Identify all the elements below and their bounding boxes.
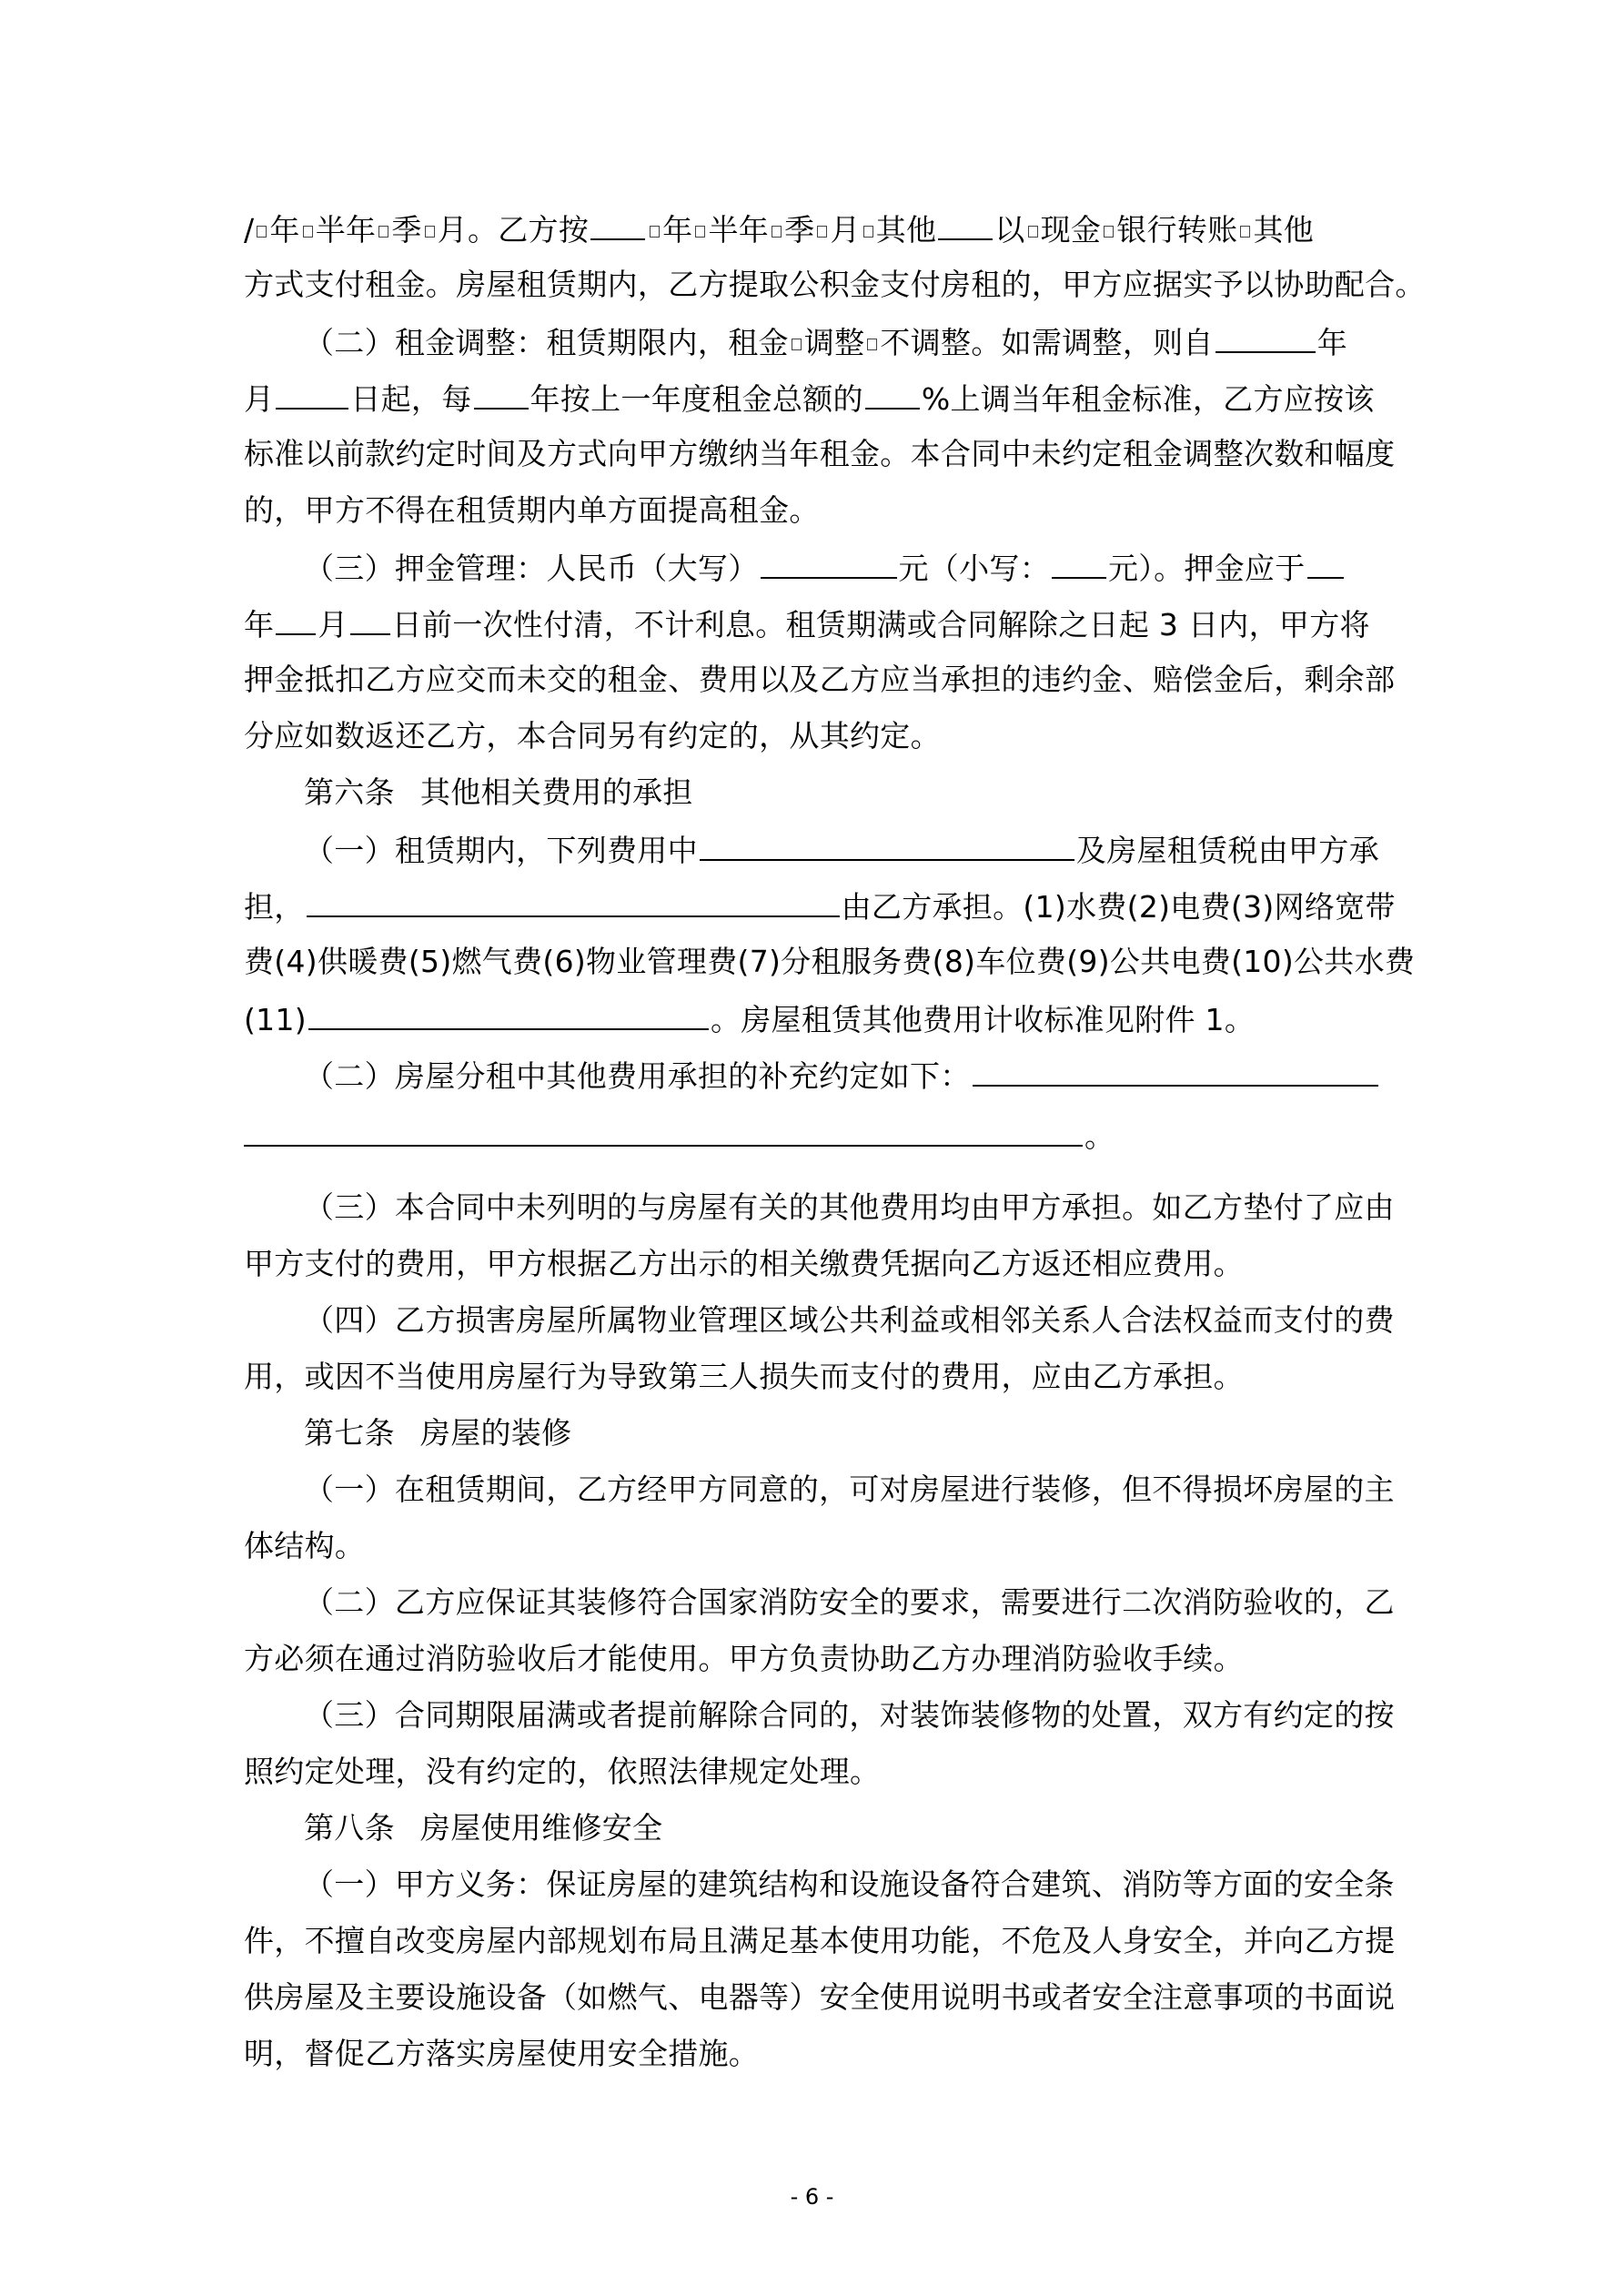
- rent-adjust-line: [244, 375, 1375, 420]
- landlord-fees-field[interactable]: [700, 826, 1074, 861]
- article-title: 房屋使用维修安全: [419, 1810, 663, 1846]
- article-6-heading: [304, 770, 693, 815]
- article-7-heading: [304, 1411, 571, 1456]
- paragraph-line: 用，或因不当使用房屋行为导致第三人损失而支付的费用，应由乙方承担。: [244, 1359, 1244, 1394]
- blank-field[interactable]: [1307, 544, 1344, 579]
- text: 银行转账: [1116, 212, 1238, 248]
- deposit-line: [304, 544, 1346, 590]
- checkbox-pay-half-year[interactable]: [695, 226, 705, 238]
- sublet-fees-line: [244, 1112, 1115, 1158]
- fees-line: [244, 996, 1255, 1041]
- paragraph-line: 的，甲方不得在租赁期内单方面提高租金。: [244, 492, 820, 528]
- paragraph-line: （三）本合同中未列明的与房屋有关的其他费用均由甲方承担。如乙方垫付了应由: [304, 1189, 1395, 1225]
- other-fees-field[interactable]: [308, 996, 709, 1030]
- text: 日前一次性付清，不计利息。租赁期满或合同解除之日起 3 日内，甲方将: [391, 607, 1370, 642]
- text: （二）租金调整：租赁期限内，租金: [304, 325, 789, 360]
- supplementary-agreement-field-2[interactable]: [244, 1112, 1083, 1147]
- tenant-fees-field[interactable]: [307, 883, 840, 917]
- article-title: 其他相关费用的承担: [419, 774, 693, 810]
- checkbox-pay-year[interactable]: [650, 226, 660, 238]
- article-8-heading: [304, 1805, 662, 1851]
- text: 月。乙方按: [437, 212, 590, 248]
- paragraph-line: 照约定处理，没有约定的，依照法律规定处理。: [244, 1754, 881, 1789]
- checkbox-pay-quarter[interactable]: [772, 226, 782, 238]
- article-number: 第六条: [304, 774, 395, 810]
- checkbox-cash[interactable]: [1028, 226, 1038, 238]
- text: (11): [244, 1002, 307, 1037]
- text: 现金: [1040, 212, 1102, 248]
- fees-line: [244, 883, 1396, 928]
- article-number: 第七条: [304, 1415, 395, 1451]
- text: 及房屋租赁税由甲方承: [1075, 833, 1379, 868]
- text: 其他: [875, 212, 937, 248]
- supplementary-agreement-field[interactable]: [973, 1052, 1378, 1087]
- blank-field[interactable]: [350, 601, 390, 635]
- text: 担，: [244, 889, 305, 925]
- deposit-amount-digits-field[interactable]: [1052, 544, 1106, 579]
- text: 元）。押金应于: [1108, 551, 1306, 586]
- paragraph-line: （二）乙方应保证其装修符合国家消防安全的要求，需要进行二次消防验收的，乙: [304, 1584, 1395, 1620]
- article-number: 第八条: [304, 1810, 395, 1846]
- blank-field[interactable]: [590, 206, 645, 240]
- text: 调整: [803, 325, 865, 360]
- text: 半年: [708, 212, 770, 248]
- checkbox-adjust[interactable]: [792, 339, 802, 350]
- blank-field[interactable]: [865, 375, 920, 410]
- blank-field[interactable]: [1215, 319, 1316, 353]
- paragraph-line: 费(4)供暖费(5)燃气费(6)物业管理费(7)分租服务费(8)车位费(9)公共电费(10)公共水费: [244, 944, 1416, 979]
- checkbox-no-adjust[interactable]: [867, 339, 877, 350]
- text: 年: [269, 212, 300, 248]
- article-title: 房屋的装修: [419, 1415, 572, 1451]
- checkbox-method-other[interactable]: [1240, 226, 1250, 238]
- page-number: - 6 -: [790, 2184, 834, 2210]
- text: 。房屋租赁其他费用计收标准见附件 1。: [710, 1002, 1256, 1037]
- rent-adjust-line: [304, 319, 1347, 364]
- text: 年按上一年度租金总额的: [530, 381, 863, 417]
- deposit-line: [244, 601, 1370, 646]
- text: 月: [830, 212, 861, 248]
- text: 。: [1084, 1118, 1115, 1154]
- payment-period-line: [244, 206, 1314, 251]
- text: 半年: [315, 212, 377, 248]
- text: （二）房屋分租中其他费用承担的补充约定如下：: [304, 1058, 971, 1094]
- deposit-amount-words-field[interactable]: [761, 544, 897, 579]
- blank-field[interactable]: [276, 601, 316, 635]
- paragraph-line: 分应如数返还乙方，本合同另有约定的，从其约定。: [244, 718, 941, 754]
- paragraph-line: 件，不擅自改变房屋内部规划布局且满足基本使用功能，不危及人身安全，并向乙方提: [244, 1923, 1396, 1958]
- text: 以: [994, 212, 1025, 248]
- checkbox-quarter[interactable]: [378, 226, 388, 238]
- text: 日起，每: [350, 381, 472, 417]
- text: （三）押金管理：人民币（大写）: [304, 551, 759, 586]
- paragraph-line: （一）甲方义务：保证房屋的建筑结构和设施设备符合建筑、消防等方面的安全条: [304, 1866, 1395, 1902]
- paragraph-line: （三）合同期限届满或者提前解除合同的，对装饰装修物的处置，双方有约定的按: [304, 1697, 1395, 1733]
- text: 年: [1316, 325, 1348, 360]
- text: 年: [662, 212, 693, 248]
- paragraph-line: （四）乙方损害房屋所属物业管理区域公共利益或相邻关系人合法权益而支付的费: [304, 1302, 1395, 1338]
- text: 不调整。如需调整，则自: [880, 325, 1214, 360]
- text: 月: [318, 607, 348, 642]
- text: 年: [244, 607, 275, 642]
- paragraph-line: （一）在租赁期间，乙方经甲方同意的，可对房屋进行装修，但不得损坏房屋的主: [304, 1472, 1395, 1507]
- checkbox-year[interactable]: [257, 226, 267, 238]
- fees-line: [304, 826, 1379, 872]
- text: 元（小写：: [898, 551, 1050, 586]
- checkbox-bank-transfer[interactable]: [1104, 226, 1114, 238]
- text: 季: [784, 212, 815, 248]
- paragraph-line: 押金抵扣乙方应交而未交的租金、费用以及乙方应当承担的违约金、赔偿金后，剩余部: [244, 662, 1396, 697]
- paragraph-line: 体结构。: [244, 1528, 366, 1563]
- text: 季: [391, 212, 422, 248]
- text: 其他: [1253, 212, 1315, 248]
- blank-field[interactable]: [276, 375, 348, 410]
- paragraph-line: 方必须在通过消防验收后才能使用。甲方负责协助乙方办理消防验收手续。: [244, 1641, 1244, 1676]
- text: %上调当年租金标准，乙方应按该: [921, 381, 1375, 417]
- paragraph-line: 供房屋及主要设施设备（如燃气、电器等）安全使用说明书或者安全注意事项的书面说: [244, 1979, 1396, 2015]
- sublet-fees-line: [304, 1052, 1380, 1097]
- paragraph-line: 甲方支付的费用，甲方根据乙方出示的相关缴费凭据向乙方返还相应费用。: [244, 1246, 1244, 1281]
- blank-field[interactable]: [474, 375, 529, 410]
- paragraph-line: 标准以前款约定时间及方式向甲方缴纳当年租金。本合同中未约定租金调整次数和幅度: [244, 436, 1396, 471]
- checkbox-half-year[interactable]: [303, 226, 313, 238]
- blank-field[interactable]: [938, 206, 993, 240]
- checkbox-month[interactable]: [425, 226, 435, 238]
- paragraph-line: 方式支付租金。房屋租赁期内，乙方提取公积金支付房租的，甲方应据实予以协助配合。: [244, 267, 1426, 302]
- paragraph-line: 明，督促乙方落实房屋使用安全措施。: [244, 2036, 760, 2071]
- checkbox-pay-month[interactable]: [817, 226, 827, 238]
- text: /: [244, 212, 255, 248]
- checkbox-pay-other[interactable]: [863, 226, 873, 238]
- text: （一）租赁期内，下列费用中: [304, 833, 698, 868]
- text: 由乙方承担。(1)水费(2)电费(3)网络宽带: [841, 889, 1396, 925]
- text: 月: [244, 381, 275, 417]
